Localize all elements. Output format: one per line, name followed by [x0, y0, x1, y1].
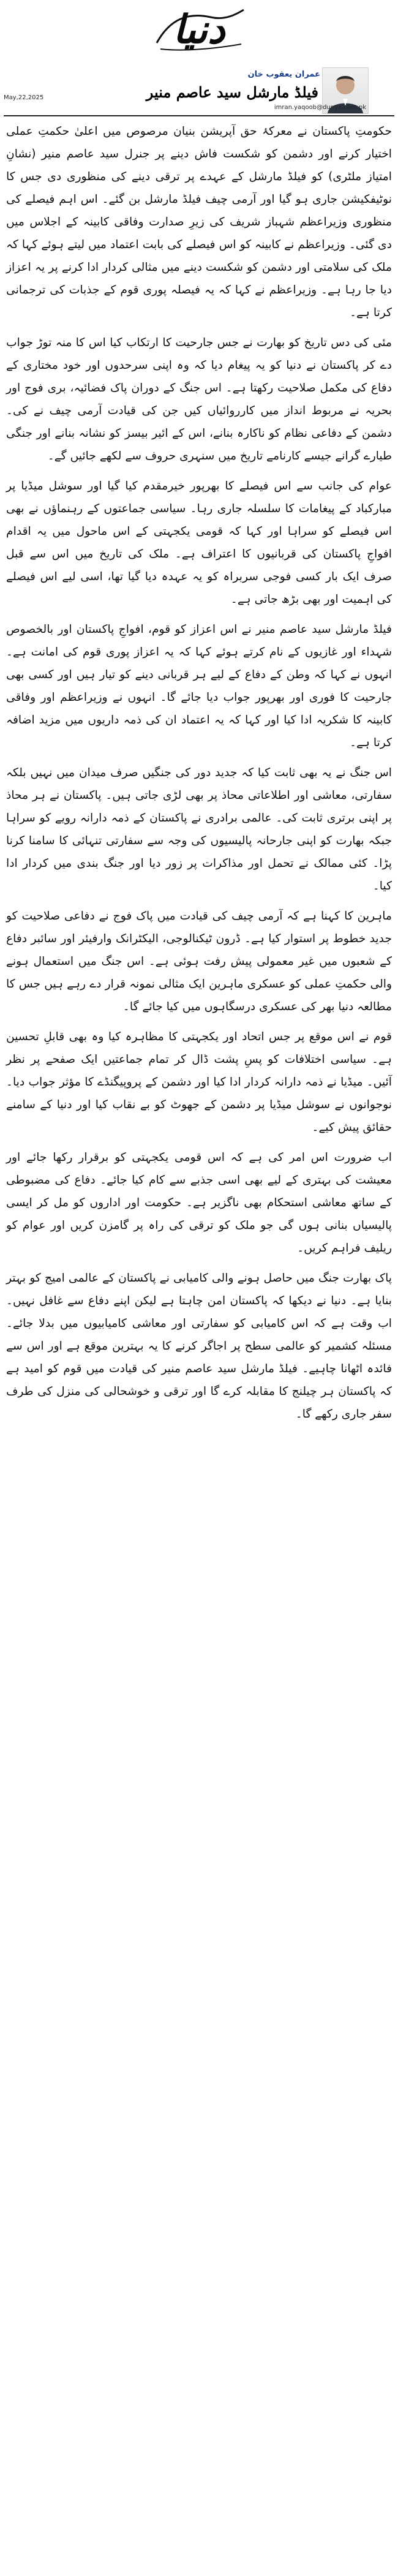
article-paragraph: عوام کی جانب سے اس فیصلے کا بھرپور خیرمقدم کیا گیا اور سوشل میڈیا پر مبارکباد کے پیغامات کا سلسلہ جاری رہا۔ سیاسی جماعتوں کے رہنماؤں نے بھی اس فیصلے کو سراہا اور کہا کہ قومی یکجہتی کے اس ماحول میں یہ اقدام افواجِ پاکستان کی قربانیوں کا اعتراف ہے۔ ملک کی تاریخ میں اس سے قبل صرف ایک بار کسی فوجی سربراہ کو یہ عہدہ دیا گیا تھا، اسی لیے اس فیصلے کی اہمیت اور بھی بڑھ جاتی ہے۔	[6, 480, 392, 606]
author-name: عمران یعقوب خان	[247, 70, 320, 79]
author-email-link[interactable]: imran.yaqoob@dunya.com.pk	[274, 104, 366, 111]
divider	[4, 115, 394, 116]
article-body	[6, 120, 392, 2564]
article-paragraph: اس جنگ نے یہ بھی ثابت کیا کہ جدید دور کی جنگیں صرف میدان میں نہیں بلکہ سفارتی، معاشی اور اطلاعاتی محاذ پر بھی لڑی جاتی ہیں۔ پاکستان نے ہر محاذ پر اپنی برتری ثابت کی۔ عالمی برادری نے پاکستان کے ذمہ دارانہ رویے کو سراہا جبکہ بھارت کو اپنی جارحانہ پالیسیوں کی وجہ سے سفارتی تنہائی کا سامنا کرنا پڑا۔ کئی ممالک نے تحمل اور مذاکرات پر زور دیا اور جنگ بندی میں کردار ادا کیا۔	[6, 766, 392, 893]
logo-text: دنیا	[173, 7, 225, 53]
article-paragraph: اب ضرورت اس امر کی ہے کہ اس قومی یکجہتی کو برقرار رکھا جائے اور معیشت کی بہتری کے لیے بھی اسی جذبے سے کام کیا جائے۔ دفاع کی مضبوطی کے ساتھ معاشی استحکام بھی ناگزیر ہے۔ حکومت اور اداروں کو مل کر ایسی پالیسیاں بنانی ہوں گی جو ملک کو ترقی کی راہ پر گامزن کریں اور عوام کو ریلیف فراہم کریں۔	[6, 1151, 392, 1255]
byline-strip	[0, 64, 398, 116]
article-paragraph: فیلڈ مارشل سید عاصم منیر نے اس اعزاز کو قوم، افواجِ پاکستان اور بالخصوص شہداء اور غازیوں کے نام کرتے ہوئے کہا کہ یہ اعزاز پوری قوم کی امانت ہے۔ انہوں نے کہا کہ وطن کے دفاع کے لیے ہر قربانی دینے کو تیار ہیں اور کسی بھی جارحیت کا فوری اور بھرپور جواب دیا جائے گا۔ انہوں نے وزیراعظم اور وفاقی کابینہ کا شکریہ ادا کیا اور کہا کہ یہ اعتماد ان کی ذمہ داریوں میں مزید اضافہ کرتا ہے۔	[6, 623, 392, 749]
article-paragraph: مئی کی دس تاریخ کو بھارت نے جس جارحیت کا ارتکاب کیا اس کا منہ توڑ جواب دے کر پاکستان نے دنیا کو یہ پیغام دیا کہ وہ اپنی سرحدوں اور خود مختاری کے دفاع کی مکمل صلاحیت رکھتا ہے۔ اس جنگ کے دوران پاک فضائیہ، بری فوج اور بحریہ نے مربوط انداز میں کارروائیاں کیں جن کی قیادت آرمی چیف نے کی۔ دشمن کے دفاعی نظام کو ناکارہ بنانے، اس کے ائیر بیسز کو نشانہ بنانے اور جنگی طیارے گرانے جیسے کارنامے تاریخ میں سنہری حروف سے لکھے جائیں گے۔	[6, 336, 392, 463]
newspaper-logo[interactable]	[149, 4, 249, 56]
article-paragraph: ماہرین کا کہنا ہے کہ آرمی چیف کی قیادت میں پاک فوج نے دفاعی صلاحیت کو جدید خطوط پر استوار کیا ہے۔ ڈرون ٹیکنالوجی، الیکٹرانک وارفیئر اور سائبر دفاع کے شعبوں میں غیر معمولی پیش رفت ہوئی ہے۔ اس جنگ میں استعمال ہونے والی حکمتِ عملی کو عسکری ماہرین ایک مثالی نمونہ قرار دے رہے ہیں جس کا مطالعہ دنیا بھر کی عسکری درسگاہوں میں کیا جائے گا۔	[6, 910, 392, 1013]
publish-date: May,22,2025	[4, 94, 44, 101]
column-title: فیلڈ مارشل سید عاصم منیر	[146, 83, 318, 101]
article-paragraph: پاک بھارت جنگ میں حاصل ہونے والی کامیابی نے پاکستان کے عالمی امیج کو بہتر بنایا ہے۔ دنیا نے دیکھا کہ پاکستان امن چاہتا ہے لیکن اپنے دفاع سے غافل نہیں۔ اب وقت ہے کہ اس کامیابی کو سفارتی اور معاشی کامیابیوں میں بدلا جائے۔ مسئلہ کشمیر کو عالمی سطح پر اجاگر کرنے کا یہ بہترین موقع ہے اور اس سے فائدہ اٹھانا چاہیے۔ فیلڈ مارشل سید عاصم منیر کی قیادت میں قوم کو امید ہے کہ پاکستان ہر چیلنج کا مقابلہ کرے گا اور ترقی و خوشحالی کی منزل کی طرف سفر جاری رکھے گا۔	[6, 1272, 392, 1421]
article-paragraph: حکومتِ پاکستان نے معرکۂ حق آپریشن بنیان مرصوص میں اعلیٰ حکمتِ عملی اختیار کرنے اور دشمن کو شکست فاش دینے پر جنرل سید عاصم منیر (نشانِ امتیاز ملٹری) کو فیلڈ مارشل کے عہدے پر ترقی دینے کی منظوری دی جس کا نوٹیفکیشن جاری ہو گیا اور آرمی چیف فیلڈ مارشل بن گئے۔ اس اہم فیصلے کی منظوری وزیراعظم شہباز شریف کی زیرِ صدارت وفاقی کابینہ کے اجلاس میں دی گئی۔ وزیراعظم نے کابینہ کو اس فیصلے کی بابت اعتماد میں لیتے ہوئے کہا کہ ملک کی سلامتی اور دشمن کو شکست دینے میں مثالی کردار ادا کرنے پر یہ اعزاز دیا جا رہا ہے۔ وزیراعظم نے کہا کہ یہ فیصلہ پوری قوم کے جذبات کی ترجمانی کرتا ہے۔	[6, 125, 392, 319]
article-paragraph: قوم نے اس موقع پر جس اتحاد اور یکجہتی کا مظاہرہ کیا وہ بھی قابلِ تحسین ہے۔ سیاسی اختلافات کو پسِ پشت ڈال کر تمام جماعتیں ایک صفحے پر نظر آئیں۔ میڈیا نے ذمہ دارانہ کردار ادا کیا اور دشمن کے پروپیگنڈے کا مؤثر جواب دیا۔ نوجوانوں نے سوشل میڈیا پر دشمن کے جھوٹ کو بے نقاب کیا اور دنیا کے سامنے حقائق پیش کیے۔	[6, 1030, 392, 1134]
masthead	[0, 0, 398, 61]
